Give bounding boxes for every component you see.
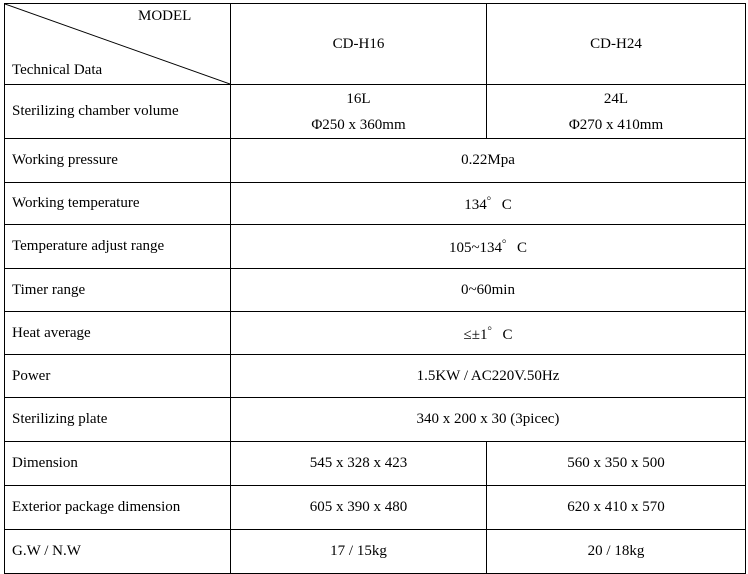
cd-h16-chamber-size: Φ250 x 360mm — [311, 116, 406, 133]
row-working-pressure — [5, 139, 746, 183]
model-cd-h16-header: CD-H16 — [231, 4, 487, 85]
sterilizing-plate-value: 340 x 200 x 30 (3picec) — [231, 398, 746, 442]
power-value: 1.5KW / AC220V.50Hz — [231, 355, 746, 398]
cd-h24-dimension: 560 x 350 x 500 — [487, 442, 746, 486]
cd-h24-chamber-size: Φ270 x 410mm — [568, 116, 664, 133]
working-temperature-value: 134゜C — [231, 183, 746, 225]
cd-h24-package-dimension: 620 x 410 x 570 — [487, 486, 746, 530]
cd-h24-weight: 20 / 18kg — [487, 530, 746, 574]
model-cd-h24-header: CD-H24 — [487, 4, 746, 85]
row-sterilizing-plate — [5, 398, 746, 442]
row-working-temperature — [5, 183, 746, 225]
cd-h16-volume-cell — [231, 85, 487, 139]
row-power — [5, 355, 746, 398]
cd-h24-volume: 24L — [603, 90, 629, 107]
technical-data-table — [4, 3, 746, 574]
temperature-range-value: 105~134゜C — [231, 225, 746, 269]
row-label: Power — [5, 355, 231, 398]
row-label: G.W / N.W — [5, 530, 231, 574]
row-label: Working temperature — [5, 183, 231, 225]
row-label: Timer range — [5, 269, 231, 312]
row-heat-average — [5, 312, 746, 355]
cd-h16-dimension: 545 x 328 x 423 — [231, 442, 487, 486]
model-header-label: MODEL — [138, 8, 192, 24]
row-temperature-range — [5, 225, 746, 269]
row-label: Exterior package dimension — [5, 486, 231, 530]
row-weight — [5, 530, 746, 574]
heat-average-value: ≤±1゜C — [231, 312, 746, 355]
working-pressure-value: 0.22Mpa — [231, 139, 746, 183]
cd-h16-package-dimension: 605 x 390 x 480 — [231, 486, 487, 530]
row-label: Temperature adjust range — [5, 225, 231, 269]
row-label: Sterilizing chamber volume — [5, 85, 231, 139]
row-package-dimension — [5, 486, 746, 530]
cd-h24-volume-cell — [487, 85, 746, 139]
row-label: Sterilizing plate — [5, 398, 231, 442]
row-label: Working pressure — [5, 139, 231, 183]
row-timer-range — [5, 269, 746, 312]
timer-range-value: 0~60min — [231, 269, 746, 312]
row-label: Heat average — [5, 312, 231, 355]
row-label: Dimension — [5, 442, 231, 486]
cd-h16-volume: 16L — [346, 90, 371, 107]
cd-h16-weight: 17 / 15kg — [231, 530, 487, 574]
row-chamber-volume — [5, 85, 746, 139]
row-dimension — [5, 442, 746, 486]
corner-header-cell — [5, 4, 231, 85]
header-row — [5, 4, 746, 85]
technical-data-header-label: Technical Data — [12, 62, 103, 78]
